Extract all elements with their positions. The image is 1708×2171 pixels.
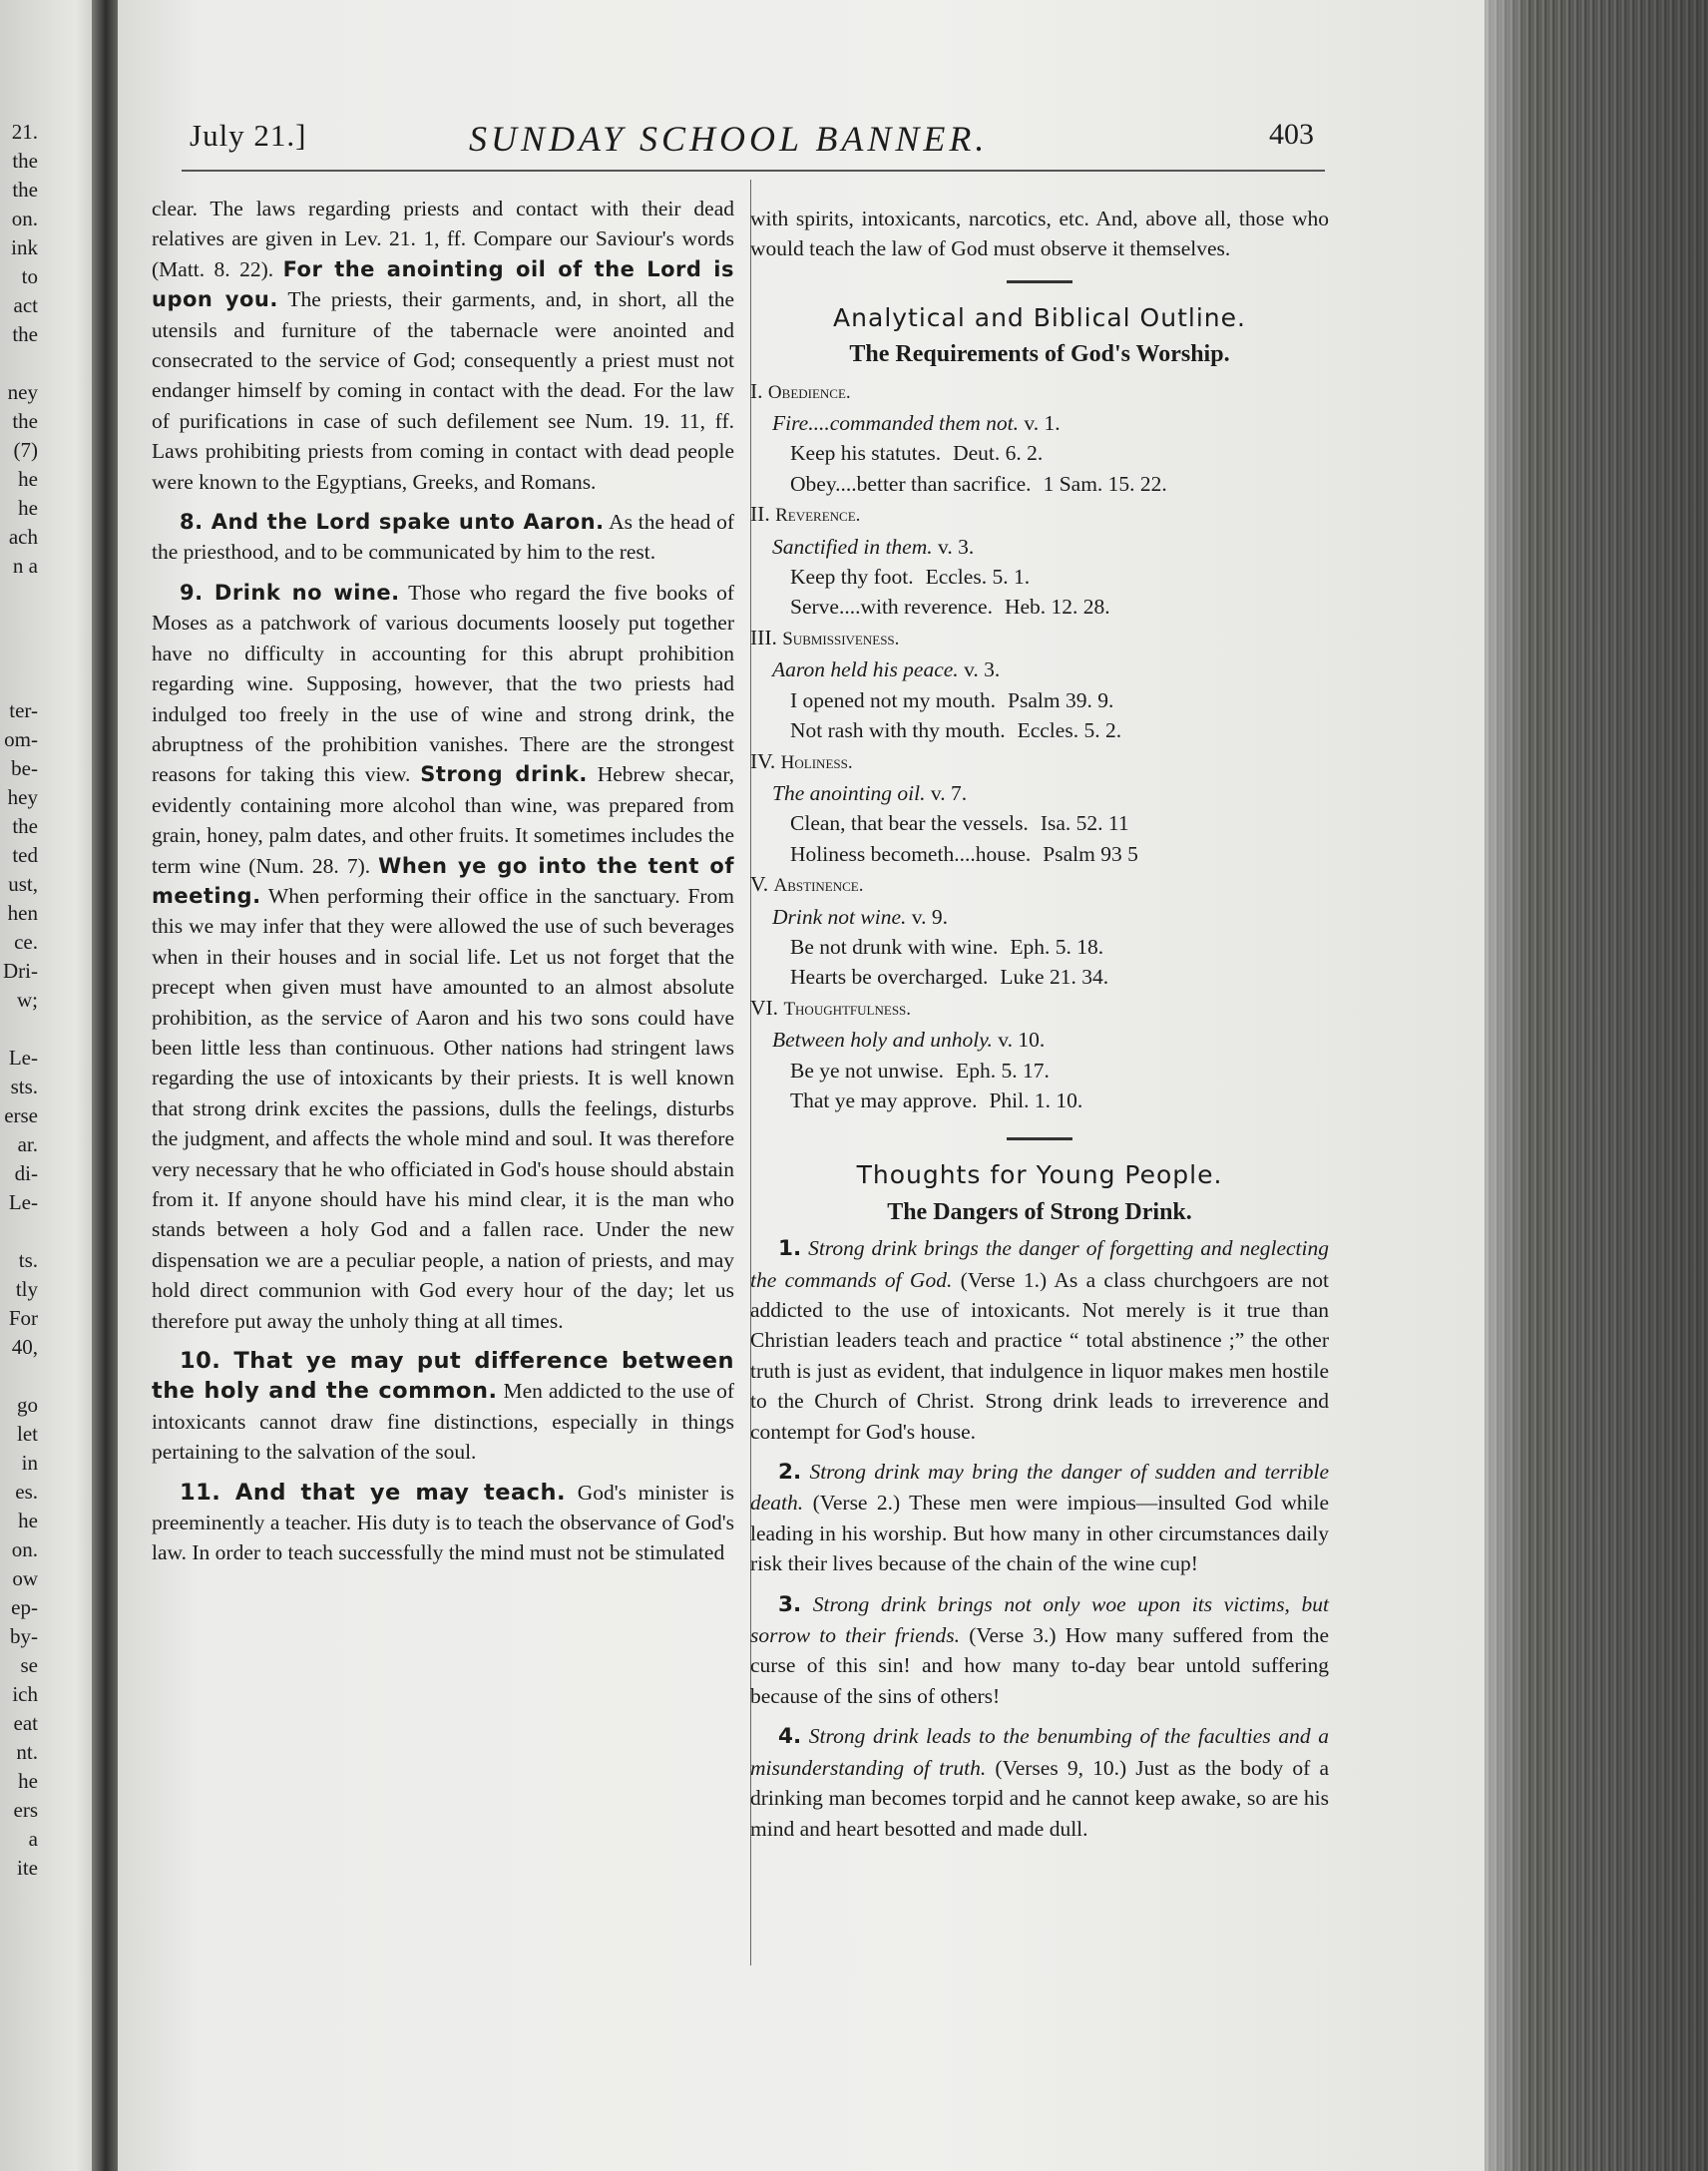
facing-page-fragment: on.	[11, 207, 38, 230]
facing-page-fragment: he	[18, 1769, 38, 1793]
outline-item-text: Keep his statutes.	[790, 441, 942, 466]
facing-page-fragment: by-	[10, 1624, 38, 1648]
outline-item-reference: 1 Sam. 15. 22.	[1043, 471, 1167, 496]
outline-item-reference: Isa. 52. 11	[1040, 811, 1129, 836]
thought-lead: Strong drink brings the danger of forgetting and neglecting the commands of God.	[750, 1236, 1329, 1292]
section-separator	[1007, 1137, 1072, 1140]
book-gutter	[92, 0, 120, 2171]
facing-page-fragment: ers	[13, 1798, 38, 1822]
outline-heading	[750, 376, 1329, 408]
commentary-paragraph	[152, 578, 734, 1336]
thoughts-title: Thoughts for Young People.	[856, 1160, 1223, 1190]
facing-page-fragment: ter-	[9, 698, 38, 722]
outline-numeral: IV.	[750, 748, 781, 773]
facing-page-fragment: For	[8, 1306, 38, 1330]
outline-item	[790, 1056, 1329, 1086]
outline-item-text: Keep thy foot.	[790, 565, 914, 590]
outline-item-text: Obey....better than sacrifice.	[790, 471, 1032, 496]
thought-number: 3.	[778, 1591, 802, 1617]
facing-page-fragment: ust,	[8, 872, 38, 896]
facing-page-fragment: di-	[14, 1161, 38, 1185]
paragraph-text: Hebrew shecar, evidently containing more alcohol than wine, was prepared from grain, honey, palm dates, and other fruits. It sometimes includes the term wine (Num. 28. 7).	[152, 762, 735, 878]
outline-item	[790, 1086, 1329, 1115]
outline-reference	[772, 902, 1329, 932]
thought-paragraph	[750, 1233, 1329, 1447]
book-page-edges	[1485, 0, 1708, 2171]
facing-page-fragment: ich	[12, 1682, 38, 1706]
outline-item-text: Clean, that bear the vessels.	[790, 811, 1029, 836]
outline-numeral: V.	[750, 872, 774, 897]
outline-item-text: Holiness becometh....house.	[790, 841, 1032, 866]
outline-title: Analytical and Biblical Outline.	[833, 302, 1246, 332]
outline-verse: v. 1.	[1019, 411, 1061, 436]
thought-paragraph	[750, 1721, 1329, 1844]
outline-heading-label: Abstinence.	[773, 875, 864, 897]
verse-heading: For the anointing oil of the Lord is upon you.	[152, 256, 734, 312]
thoughts-subtitle: The Dangers of Strong Drink.	[887, 1198, 1192, 1225]
verse-heading: 11. And that ye may teach.	[180, 1479, 567, 1506]
thought-text: (Verse 1.) As a class churchgoers are not addicted to the use of intoxicants. Not merely is it true than Christian leaders teach and practice “ total abstinence ;” the other truth is just as evident, that indulgence in liquor makes men hostile to the Church of Christ. Strong drink leads to irreverence and contempt for God's house.	[750, 1267, 1329, 1444]
outline-list	[750, 376, 1329, 1116]
outline-item-text: Serve....with reverence.	[790, 595, 993, 620]
outline-reference-text: Sanctified in them.	[772, 534, 933, 559]
verse-heading: 9. Drink no wine.	[180, 580, 400, 605]
section-separator	[1007, 280, 1072, 283]
outline-heading	[750, 869, 1329, 901]
outline-item	[790, 438, 1329, 468]
paragraph-text: When performing their office in the sanctuary. From this we may infer that they were allowed the use of such beverages when in their houses and in social life. Let us not forget that the precept when given must have amounted to an almost absolute prohibition, as the service of Aaron and his two sons could have been little less than continuous. Other nations had stringent laws regarding the use of intoxicants by their priests. It is well known that strong drink excites the passions, dulls the feelings, disturbs the judgment, and affects the whole mind and soul. It was therefore very necessary that he who officiated in God's house should abstain from it. If anyone should have his mind clear, it is the man who stands between a holy God and a fallen race. Under the new dispensation we are a peculiar people, a nation of priests, and may hold direct communion with God every hour of the day; let us therefore put away the unholy thing at all times.	[152, 883, 734, 1333]
paragraph-text: clear. The laws regarding priests and contact with their dead relatives are given in Lev. 21. 1, ff. Compare our Saviour's words (Matt. 8. 22).	[152, 197, 734, 281]
facing-page-fragment: ite	[17, 1856, 38, 1880]
outline-heading-label: Reverence.	[775, 505, 861, 527]
header-title: SUNDAY SCHOOL BANNER.	[469, 119, 989, 159]
facing-page-fragment: sts.	[10, 1075, 38, 1098]
outline-item	[790, 592, 1329, 622]
facing-page-fragment: Le-	[8, 1046, 38, 1070]
facing-page-fragment: the	[12, 814, 38, 838]
outline-subtitle: The Requirements of God's Worship.	[849, 341, 1230, 368]
outline-item-reference: Eccles. 5. 2.	[1017, 718, 1122, 743]
facing-page-fragment: the	[12, 178, 38, 202]
facing-page-fragment: Le-	[8, 1190, 38, 1214]
facing-page-fragment: the	[12, 322, 38, 346]
facing-page-fragment: ney	[7, 380, 38, 404]
outline-item-reference: Psalm 93 5	[1043, 841, 1138, 866]
outline-item	[790, 962, 1329, 992]
facing-page-fragment: eat	[13, 1711, 38, 1735]
outline-heading	[750, 623, 1329, 654]
header-date: July 21.]	[190, 118, 307, 153]
facing-page-fragment: ink	[11, 235, 38, 259]
outline-item-text: Be not drunk with wine.	[790, 934, 999, 959]
outline-heading-label: Submissiveness.	[782, 628, 900, 650]
thought-lead: Strong drink brings not only woe upon its victims, but sorrow to their friends.	[750, 1591, 1329, 1648]
facing-page-fragment: ted	[12, 843, 38, 867]
outline-reference-text: Aaron held his peace.	[772, 657, 959, 682]
verse-heading: When ye go into the tent of meeting.	[152, 853, 734, 908]
outline-item-reference: Heb. 12. 28.	[1004, 595, 1110, 620]
facing-page-fragment: 21.	[11, 120, 38, 144]
outline-reference-text: Between holy and unholy.	[772, 1028, 993, 1053]
thought-paragraph	[750, 1457, 1329, 1579]
facing-page-fragment: he	[18, 467, 38, 491]
outline-item	[790, 685, 1329, 715]
outline-verse: v. 10.	[992, 1028, 1046, 1053]
outline-numeral: III.	[750, 625, 783, 650]
thought-lead: Strong drink leads to the benumbing of the faculties and a misunderstanding of truth.	[750, 1724, 1329, 1780]
thought-paragraph	[750, 1589, 1329, 1712]
thoughts-list	[750, 1233, 1329, 1844]
outline-heading-label: Obedience.	[767, 381, 851, 403]
continuation-paragraph: with spirits, intoxicants, narcotics, etc. And, above all, those who would teach the law of God must observe it themselves.	[750, 207, 1329, 261]
outline-reference-text: The anointing oil.	[772, 780, 926, 805]
facing-page-fragment: the	[12, 149, 38, 173]
outline-heading	[750, 993, 1329, 1025]
commentary-paragraph	[152, 1346, 734, 1468]
outline-item-text: That ye may approve.	[790, 1087, 978, 1112]
facing-page-fragment: ts.	[18, 1248, 38, 1272]
thought-number: 1.	[778, 1236, 802, 1262]
outline-item-reference: Eph. 5. 18.	[1010, 934, 1104, 959]
commentary-paragraph	[152, 194, 734, 497]
left-column	[152, 194, 734, 1578]
facing-page-fragment: w;	[17, 988, 38, 1012]
outline-reference	[772, 654, 1329, 684]
commentary-paragraph	[152, 1478, 734, 1568]
outline-heading-label: Thoughtfulness.	[783, 998, 912, 1020]
verse-heading: Strong drink.	[420, 762, 588, 787]
outline-item-text: Hearts be overcharged.	[790, 965, 989, 990]
outline-item	[790, 715, 1329, 745]
facing-page-fragment: ce.	[14, 930, 38, 954]
paragraph-text: As the head of the priesthood, and to be communicated by him to the rest.	[152, 510, 735, 565]
outline-item-reference: Luke 21. 34.	[1000, 965, 1109, 990]
outline-reference	[772, 408, 1329, 438]
outline-item-reference: Eph. 5. 17.	[956, 1058, 1050, 1083]
outline-reference	[772, 778, 1329, 808]
facing-page-fragment: ow	[12, 1566, 38, 1590]
verse-heading: 8. And the Lord spake unto Aaron.	[180, 510, 605, 535]
outline-verse: v. 9.	[906, 904, 948, 929]
outline-verse: v. 7.	[925, 780, 968, 805]
facing-page-fragment: be-	[11, 756, 38, 780]
thought-number: 4.	[778, 1724, 802, 1750]
outline-reference	[772, 532, 1329, 562]
facing-page-fragment: tly	[15, 1277, 38, 1301]
facing-page-fragment: act	[13, 293, 38, 317]
facing-page-fragment: om-	[4, 727, 38, 751]
outline-numeral: II.	[750, 502, 776, 527]
outline-item-text: Not rash with thy mouth.	[790, 718, 1006, 743]
paragraph-text: Those who regard the five books of Moses as a patchwork of various documents loosely put together have no difficulty in accounting for this abrupt prohibition regarding wine. Supposing, however, that the two priests had indulged too freely in the use of wine and strong drink, the abruptness of the prohibition vanishes. There are the strongest reasons for taking this view.	[152, 580, 734, 787]
facing-page-fragment: nt.	[16, 1740, 38, 1764]
outline-heading	[750, 499, 1329, 531]
facing-page-fragment: on.	[11, 1537, 38, 1561]
page-number: 403	[1269, 118, 1314, 151]
facing-page-fragment: in	[21, 1451, 38, 1475]
header-rule	[182, 170, 1325, 172]
thought-text: (Verses 9, 10.) Just as the body of a drinking man becomes torpid and he cannot keep awake, so are his mind and heart besotted and made dull.	[750, 1755, 1330, 1841]
facing-page-fragment: the	[12, 409, 38, 433]
outline-item	[790, 808, 1329, 838]
outline-item-text: I opened not my mouth.	[790, 687, 997, 712]
outline-numeral: VI.	[750, 995, 784, 1020]
facing-page-fragment: to	[21, 264, 38, 288]
outline-heading-label: Holiness.	[780, 751, 853, 773]
facing-page-fragment: ar.	[17, 1132, 38, 1156]
facing-page-fragment: es.	[15, 1480, 38, 1504]
outline-item-reference: Deut. 6. 2.	[953, 441, 1044, 466]
thought-text: (Verse 2.) These men were impious—insulted God while leading in his worship. But how many in other circumstances daily risk their lives because of the chain of the wine cup!	[750, 1491, 1329, 1576]
outline-item	[790, 562, 1329, 592]
facing-page-fragment: 40,	[11, 1335, 38, 1359]
outline-item-reference: Eccles. 5. 1.	[925, 565, 1031, 590]
facing-page-fragment: hen	[7, 901, 38, 925]
facing-page-fragment: go	[17, 1393, 38, 1417]
facing-page-fragment: se	[20, 1653, 38, 1677]
outline-reference-text: Fire....commanded them not.	[772, 411, 1019, 436]
facing-page-fragment: a	[28, 1827, 38, 1851]
outline-item-text: Be ye not unwise.	[790, 1058, 945, 1083]
facing-page-fragment: he	[18, 496, 38, 520]
outline-heading	[750, 746, 1329, 778]
paragraph-text: God's minister is preeminently a teacher. His duty is to teach the observance of God's law. In order to teach successfully the mind must not be stimulated	[152, 1480, 735, 1565]
outline-item	[790, 839, 1329, 869]
paragraph-text: The priests, their garments, and, in short, all the utensils and furniture of the tabernacle were anointed and consecrated to the service of God; consequently a priest must not endanger himself by coming in contact with the dead. For the law of purifications in case of such defilement see Num. 19. 11, ff. Laws prohibiting priests from coming in contact with dead people were known to the Egyptians, Greeks, and Romans.	[152, 287, 734, 494]
outline-item-reference: Psalm 39. 9.	[1008, 687, 1114, 712]
outline-numeral: I.	[750, 378, 768, 403]
facing-page-fragment: n a	[12, 554, 38, 578]
verse-heading: 10. That ye may put difference between the holy and the common.	[152, 1348, 734, 1405]
facing-page-fragment: let	[17, 1422, 38, 1446]
thought-number: 2.	[778, 1460, 802, 1486]
outline-verse: v. 3.	[932, 534, 975, 559]
outline-item-reference: Phil. 1. 10.	[989, 1087, 1083, 1112]
thought-lead: Strong drink may bring the danger of sudden and terrible death.	[750, 1460, 1329, 1516]
facing-page-fragment: erse	[4, 1103, 38, 1127]
thought-text: (Verse 3.) How many suffered from the curse of this sin! and how many to-day bear untold suffering because of the sins of others!	[750, 1623, 1330, 1708]
paragraph-text: Men addicted to the use of intoxicants cannot draw fine distinctions, especially in things pertaining to the salvation of the soul.	[152, 1379, 735, 1465]
outline-verse: v. 3.	[958, 657, 1001, 682]
facing-page-fragment: ach	[8, 525, 38, 549]
facing-page-fragment: ep-	[11, 1595, 38, 1619]
commentary-paragraph	[152, 507, 734, 568]
facing-page-fragment: hey	[7, 785, 38, 809]
outline-item	[790, 932, 1329, 962]
outline-item	[790, 469, 1329, 499]
facing-page-fragment: Dri-	[3, 959, 38, 983]
facing-page-fragment: he	[18, 1509, 38, 1532]
outline-reference-text: Drink not wine.	[772, 904, 907, 929]
facing-page-fragment: (7)	[13, 438, 38, 462]
right-column	[750, 204, 1329, 1854]
outline-reference	[772, 1025, 1329, 1055]
